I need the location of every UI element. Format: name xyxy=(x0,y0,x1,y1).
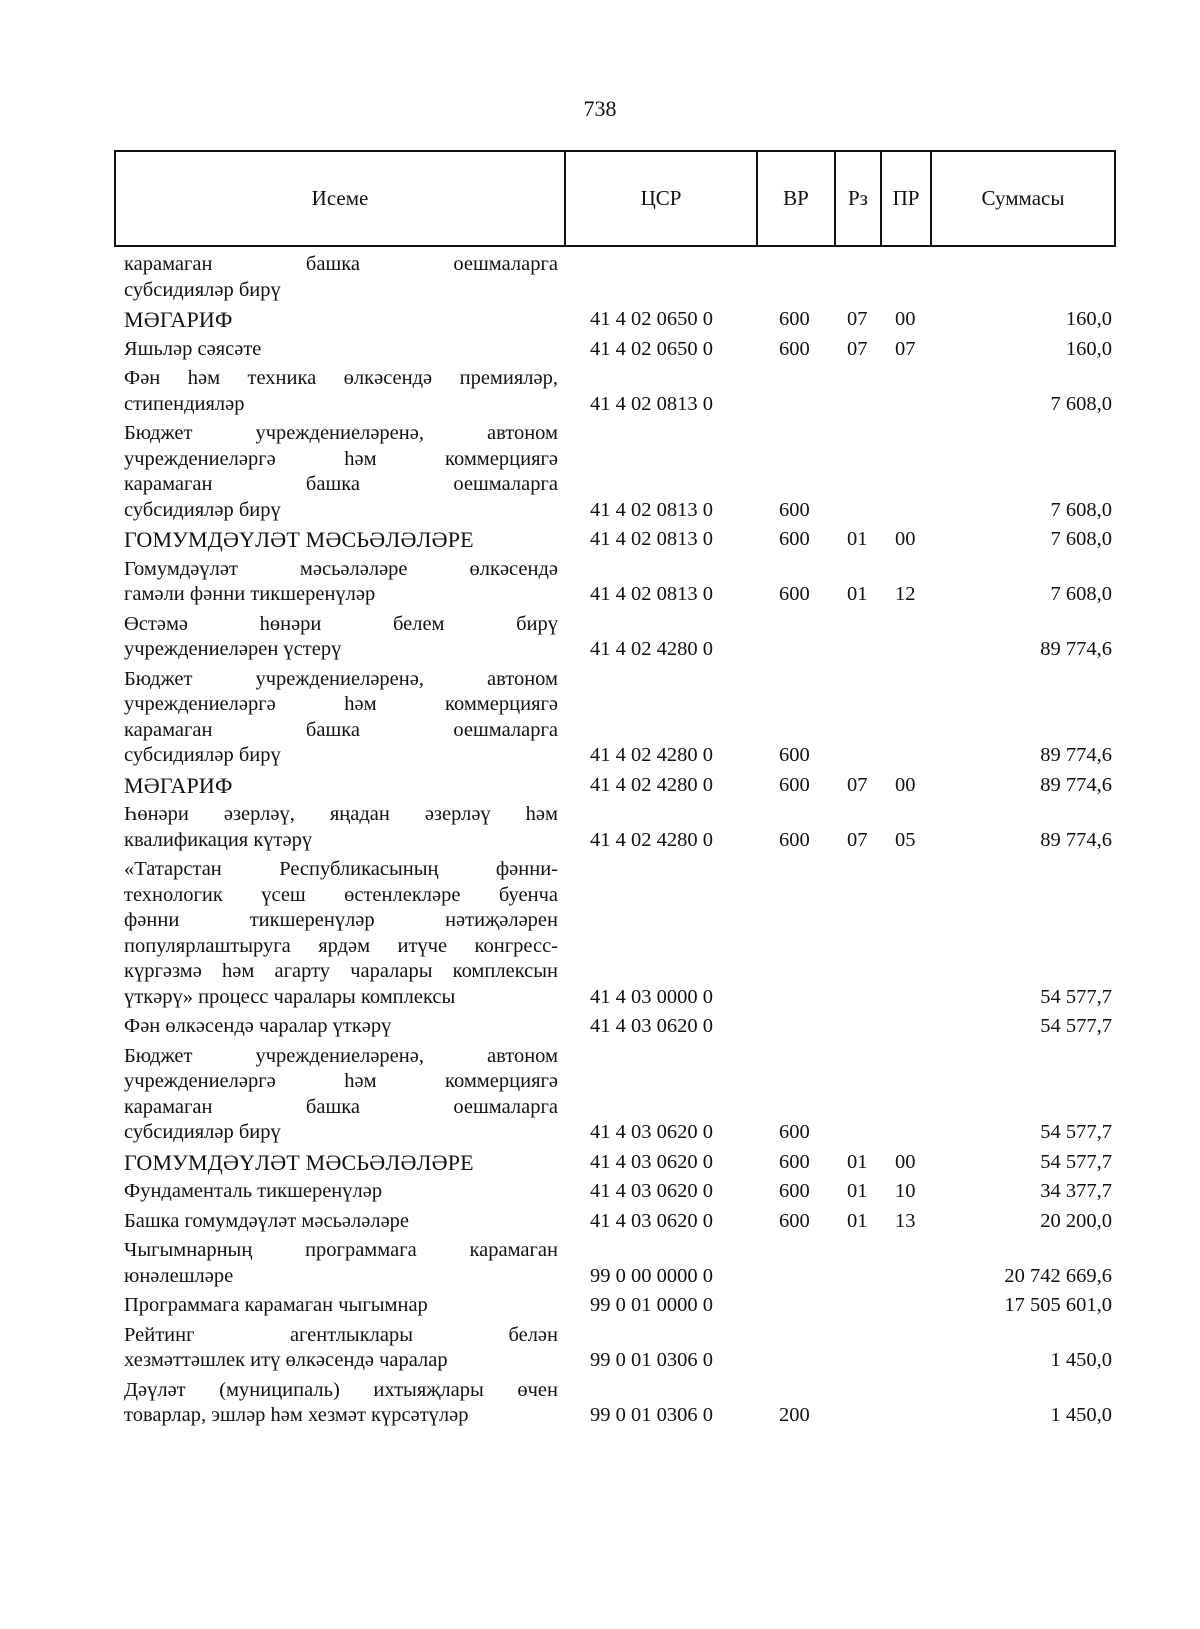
row-name xyxy=(124,1238,558,1289)
row-name-line: учреждениеләргә һәм коммерциягә xyxy=(124,693,558,715)
table-row xyxy=(124,1378,1112,1429)
row-vr: 600 xyxy=(779,1209,810,1232)
row-sum: 7 608,0 xyxy=(1050,498,1112,521)
table-row xyxy=(124,1209,1112,1235)
row-name-line: Бюджет учреждениеләренә, автоном xyxy=(124,1044,558,1067)
row-sum: 1 450,0 xyxy=(1050,1349,1112,1371)
row-sum: 160,0 xyxy=(1065,337,1112,360)
row-csr: 41 4 02 4280 0 xyxy=(590,828,713,851)
row-name-line: ГОМУМДӘҮЛӘТ МӘСЬӘЛӘЛӘРЕ xyxy=(124,527,474,552)
row-csr: 41 4 03 0620 0 xyxy=(590,1180,713,1202)
row-name xyxy=(124,527,558,553)
row-rz: 01 xyxy=(847,1150,868,1173)
row-name xyxy=(124,1150,558,1176)
row-name-line: Фән өлкәсендә чаралар үткәрү xyxy=(124,1015,392,1037)
row-csr: 41 4 03 0000 0 xyxy=(590,985,713,1008)
row-name-line: субсидияләр бирү xyxy=(124,278,281,301)
row-name-line: Өстәмә һөнәри белем бирү xyxy=(124,612,558,635)
row-rz: 01 xyxy=(847,528,868,550)
row-csr: 99 0 00 0000 0 xyxy=(590,1264,713,1287)
row-name-line: товарлар, эшләр һәм хезмәт күрсәтүләр xyxy=(124,1404,469,1426)
row-name-line: Һөнәри әзерләү, яңадан әзерләү һәм xyxy=(124,803,558,825)
row-name-line: Бюджет учреждениеләренә, автоном xyxy=(124,422,558,444)
table-row xyxy=(124,252,1112,303)
table-row xyxy=(124,1044,1112,1146)
row-name xyxy=(124,857,558,1010)
row-vr: 600 xyxy=(779,828,810,851)
table-row xyxy=(124,773,1112,799)
row-name-line: Гомумдәүләт мәсьәләләре өлкәсендә xyxy=(124,557,558,580)
row-name-line: күргәзмә һәм агарту чаралары комплексын xyxy=(124,960,558,982)
table-row xyxy=(124,1323,1112,1374)
row-rz: 07 xyxy=(847,828,868,851)
row-csr: 41 4 02 0813 0 xyxy=(590,583,713,605)
row-csr: 41 4 03 0620 0 xyxy=(590,1150,713,1173)
table-row xyxy=(124,667,1112,769)
row-name-line: субсидияләр бирү xyxy=(124,744,281,766)
row-pr: 05 xyxy=(895,828,916,851)
row-name xyxy=(124,252,558,303)
row-vr: 600 xyxy=(779,1180,810,1202)
row-name xyxy=(124,557,558,608)
row-sum: 54 577,7 xyxy=(1040,1121,1112,1143)
row-name-line: үткәрү» процесс чаралары комплексы xyxy=(124,985,456,1008)
row-name-line: карамаган башка оешмаларга xyxy=(124,473,558,495)
row-rz: 01 xyxy=(847,1180,868,1202)
column-header-sum: Суммасы xyxy=(981,186,1065,210)
row-name-line: Дәүләт (муниципаль) ихтыяҗлары өчен xyxy=(124,1378,558,1401)
row-name-line: карамаган башка оешмаларга xyxy=(124,1095,558,1118)
row-name xyxy=(124,1209,558,1235)
row-pr: 00 xyxy=(895,773,916,796)
column-header-vr: ВР xyxy=(758,152,836,245)
row-name-line: карамаган башка оешмаларга xyxy=(124,718,558,741)
table-row xyxy=(124,857,1112,1010)
row-name xyxy=(124,1014,558,1040)
row-name-line: квалификация күтәрү xyxy=(124,828,313,851)
row-name-line: МӘГАРИФ xyxy=(124,772,233,798)
row-pr: 10 xyxy=(895,1180,916,1202)
row-name xyxy=(124,802,558,853)
table-row xyxy=(124,1238,1112,1289)
row-pr: 00 xyxy=(895,528,916,550)
row-name-line: учреждениеләргә һәм коммерциягә xyxy=(124,1070,558,1092)
row-name-line: юнәлешләре xyxy=(124,1264,234,1287)
row-name xyxy=(124,1323,558,1374)
row-name-line: фәнни тикшеренүләр нәтиҗәләрен xyxy=(124,909,558,931)
row-sum: 54 577,7 xyxy=(1040,1015,1112,1037)
row-name-line: популярлаштыруга ярдәм итүче конгресс- xyxy=(124,934,558,957)
row-name-line: технологик үсеш өстенлекләре буенча xyxy=(124,883,558,906)
row-rz: 07 xyxy=(847,773,868,796)
table-header xyxy=(114,150,1116,247)
row-name xyxy=(124,366,558,417)
table-row xyxy=(124,557,1112,608)
row-pr: 13 xyxy=(895,1209,916,1232)
row-csr: 41 4 02 0813 0 xyxy=(590,392,713,415)
row-name-line: учреждениеләрен үстерү xyxy=(124,638,342,660)
row-name-line: Рейтинг агентлыклары белән xyxy=(124,1323,558,1346)
row-name-line: Яшьләр сәясәте xyxy=(124,337,262,360)
row-name xyxy=(124,1378,558,1429)
row-sum: 160,0 xyxy=(1065,308,1112,330)
table-row xyxy=(124,307,1112,333)
row-sum: 1 450,0 xyxy=(1050,1404,1112,1426)
row-vr: 600 xyxy=(779,1121,810,1143)
row-sum: 54 577,7 xyxy=(1040,1150,1112,1173)
row-rz: 07 xyxy=(847,308,868,330)
row-csr: 99 0 01 0306 0 xyxy=(590,1404,713,1426)
row-vr: 600 xyxy=(779,583,810,605)
row-name-line: хезмәттәшлек итү өлкәсендә чаралар xyxy=(124,1349,448,1371)
row-sum: 20 742 669,6 xyxy=(1004,1264,1112,1287)
row-csr: 41 4 02 4280 0 xyxy=(590,744,713,766)
row-name-line: учреждениеләргә һәм коммерциягә xyxy=(124,447,558,470)
row-name xyxy=(124,307,558,333)
row-name-line: стипендияләр xyxy=(124,392,245,415)
row-name-line: Чыгымнарның программага карамаган xyxy=(124,1239,558,1261)
row-csr: 41 4 02 4280 0 xyxy=(590,638,713,660)
row-vr: 600 xyxy=(779,744,810,766)
row-csr: 41 4 02 0650 0 xyxy=(590,308,713,330)
row-csr: 41 4 02 0650 0 xyxy=(590,337,713,360)
column-header-rz: Рз xyxy=(836,152,882,245)
row-name xyxy=(124,667,558,769)
table-row xyxy=(124,802,1112,853)
row-sum: 7 608,0 xyxy=(1050,583,1112,605)
row-vr: 600 xyxy=(779,308,810,330)
row-name-line: субсидияләр бирү xyxy=(124,498,281,521)
row-vr: 200 xyxy=(779,1404,810,1426)
row-vr: 600 xyxy=(779,498,810,521)
column-header-pr: ПР xyxy=(882,152,932,245)
row-name xyxy=(124,421,558,523)
row-csr: 41 4 02 4280 0 xyxy=(590,773,713,796)
table-row xyxy=(124,527,1112,553)
row-name-line: Башка гомумдәүләт мәсьәләләре xyxy=(124,1209,410,1232)
row-name-line: Программага карамаган чыгымнар xyxy=(124,1294,428,1316)
row-name-line: МӘГАРИФ xyxy=(124,307,233,332)
row-csr: 41 4 02 0813 0 xyxy=(590,498,713,521)
table-row xyxy=(124,1293,1112,1319)
row-name xyxy=(124,337,558,363)
row-vr: 600 xyxy=(779,1150,810,1173)
row-name xyxy=(124,1293,558,1319)
row-sum: 7 608,0 xyxy=(1050,392,1112,415)
row-vr: 600 xyxy=(779,337,810,360)
row-name xyxy=(124,773,558,799)
row-pr: 00 xyxy=(895,1150,916,1173)
row-sum: 89 774,6 xyxy=(1040,773,1112,796)
row-csr: 41 4 03 0620 0 xyxy=(590,1121,713,1143)
row-csr: 99 0 01 0000 0 xyxy=(590,1294,713,1316)
row-name xyxy=(124,612,558,663)
row-name xyxy=(124,1179,558,1205)
row-sum: 17 505 601,0 xyxy=(1004,1294,1112,1316)
row-sum: 89 774,6 xyxy=(1040,828,1112,851)
page-number: 738 xyxy=(583,96,617,121)
table-row xyxy=(124,337,1112,363)
column-header-csr: ЦСР xyxy=(566,152,758,245)
row-csr: 41 4 03 0620 0 xyxy=(590,1015,713,1037)
row-name-line: гамәли фәнни тикшеренүләр xyxy=(124,583,376,605)
row-vr: 600 xyxy=(779,773,810,796)
row-rz: 07 xyxy=(847,337,868,360)
table-row xyxy=(124,1150,1112,1176)
row-name-line: «Татарстан Республикасының фәнни- xyxy=(124,858,558,880)
table-row xyxy=(124,1014,1112,1040)
row-sum: 89 774,6 xyxy=(1040,744,1112,766)
row-csr: 41 4 02 0813 0 xyxy=(590,528,713,550)
row-rz: 01 xyxy=(847,583,868,605)
row-name-line: субсидияләр бирү xyxy=(124,1121,281,1143)
row-name-line: ГОМУМДӘҮЛӘТ МӘСЬӘЛӘЛӘРЕ xyxy=(124,1149,474,1175)
row-sum: 7 608,0 xyxy=(1050,528,1112,550)
row-name-line: Фундаменталь тикшеренүләр xyxy=(124,1180,383,1202)
row-pr: 12 xyxy=(895,583,916,605)
row-name-line: Фән һәм техника өлкәсендә премияләр, xyxy=(124,367,558,389)
row-sum: 20 200,0 xyxy=(1040,1209,1112,1232)
row-csr: 41 4 03 0620 0 xyxy=(590,1209,713,1232)
row-sum: 89 774,6 xyxy=(1040,638,1112,660)
table-row xyxy=(124,1179,1112,1205)
table-row xyxy=(124,421,1112,523)
row-sum: 34 377,7 xyxy=(1040,1180,1112,1202)
row-name-line: карамаган башка оешмаларга xyxy=(124,253,558,275)
row-name-line: Бюджет учреждениеләренә, автоном xyxy=(124,667,558,690)
row-pr: 00 xyxy=(895,308,916,330)
table-body xyxy=(124,252,1112,1433)
row-csr: 99 0 01 0306 0 xyxy=(590,1349,713,1371)
row-pr: 07 xyxy=(895,337,916,360)
row-vr: 600 xyxy=(779,528,810,550)
table-row xyxy=(124,366,1112,417)
row-sum: 54 577,7 xyxy=(1040,985,1112,1008)
row-rz: 01 xyxy=(847,1209,868,1232)
table-row xyxy=(124,612,1112,663)
row-name xyxy=(124,1044,558,1146)
column-header-name: Исеме xyxy=(116,152,566,245)
